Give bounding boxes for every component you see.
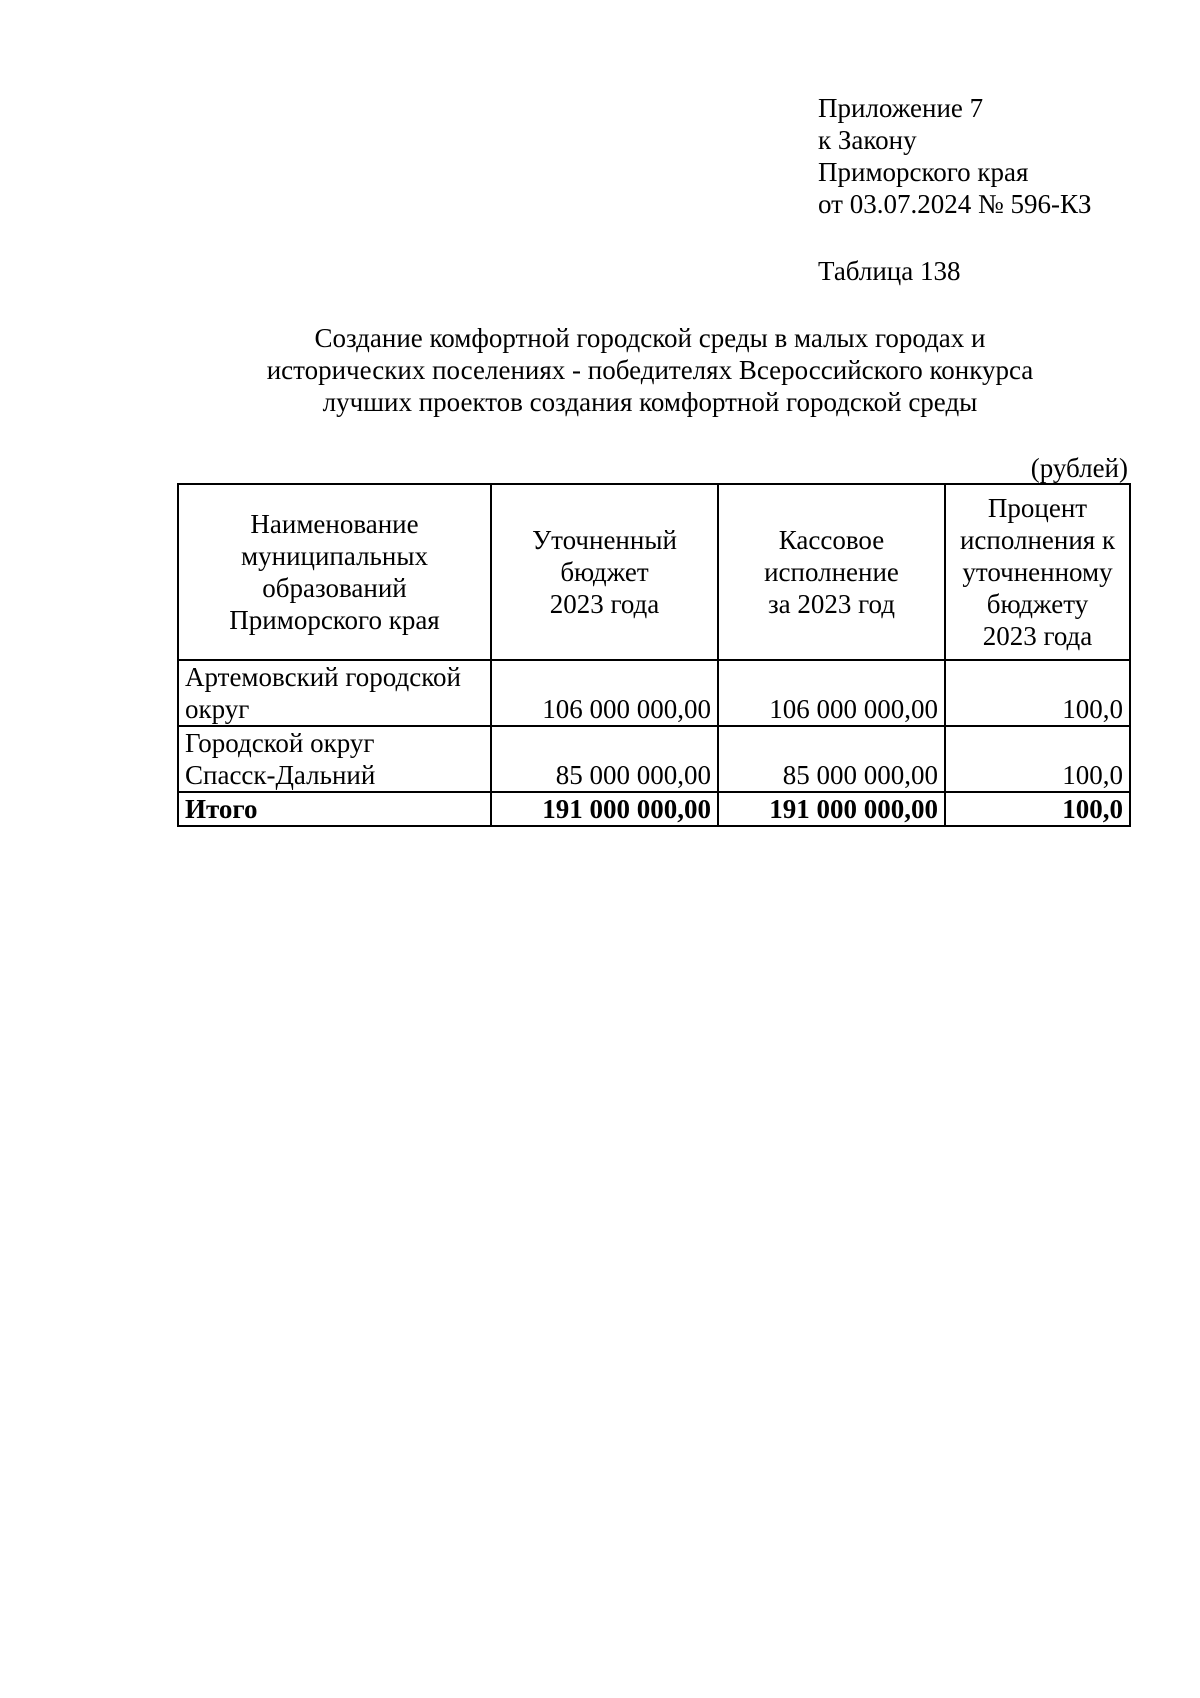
- municipality-name: [178, 726, 491, 792]
- total-execution-percent: 100,0: [945, 792, 1130, 826]
- title-line: лучших проектов создания комфортной городской среды: [322, 387, 978, 417]
- table-header-row: [178, 484, 1130, 660]
- budget-table: [177, 483, 1131, 827]
- cash-execution-value: 106 000 000,00: [718, 660, 945, 726]
- execution-percent-value: 100,0: [945, 726, 1130, 792]
- header-text: Уточненный: [532, 525, 677, 555]
- execution-percent-value: 100,0: [945, 660, 1130, 726]
- name-line: Спасск-Дальний: [185, 760, 376, 790]
- header-text: образований: [262, 573, 407, 603]
- document-title: [180, 322, 1120, 418]
- name-line: округ: [185, 694, 250, 724]
- refined-budget-value: 106 000 000,00: [491, 660, 718, 726]
- total-refined-budget: 191 000 000,00: [491, 792, 718, 826]
- header-refined-budget: [491, 484, 718, 660]
- annex-line: Приложение 7: [818, 93, 984, 123]
- units-label: (рублей): [1030, 453, 1128, 483]
- title-line: Создание комфортной городской среды в малых городах и: [314, 323, 986, 353]
- total-label: Итого: [178, 792, 491, 826]
- header-text: Приморского края: [229, 605, 440, 635]
- header-text: Процент: [987, 493, 1088, 523]
- header-municipality: [178, 484, 491, 660]
- header-text: Кассовое: [778, 525, 885, 555]
- header-text: бюджет: [560, 557, 649, 587]
- municipality-name: [178, 660, 491, 726]
- total-cash-execution: 191 000 000,00: [718, 792, 945, 826]
- name-line: Артемовский городской: [185, 662, 461, 692]
- title-line: исторических поселениях - победителях Всероссийского конкурса: [266, 355, 1034, 385]
- header-text: 2023 года: [549, 589, 660, 619]
- annex-line: к Закону: [818, 125, 917, 155]
- table-row: [178, 660, 1130, 726]
- header-text: исполнение: [764, 557, 899, 587]
- table-row: [178, 726, 1130, 792]
- total-row: [178, 792, 1130, 826]
- annex-header: [818, 92, 1091, 220]
- header-text: уточненному: [962, 557, 1113, 587]
- cash-execution-value: 85 000 000,00: [718, 726, 945, 792]
- header-text: за 2023 год: [767, 589, 895, 619]
- header-text: исполнения к: [959, 525, 1116, 555]
- annex-line: от 03.07.2024 № 596-КЗ: [818, 189, 1092, 219]
- header-execution-percent: [945, 484, 1130, 660]
- annex-line: Приморского края: [818, 157, 1029, 187]
- name-line: Городской округ: [185, 728, 375, 758]
- header-text: бюджету: [986, 589, 1089, 619]
- header-text: Наименование: [250, 509, 419, 539]
- header-text: 2023 года: [982, 621, 1093, 651]
- header-text: муниципальных: [241, 541, 428, 571]
- table-number: Таблица 138: [818, 256, 961, 286]
- header-cash-execution: [718, 484, 945, 660]
- refined-budget-value: 85 000 000,00: [491, 726, 718, 792]
